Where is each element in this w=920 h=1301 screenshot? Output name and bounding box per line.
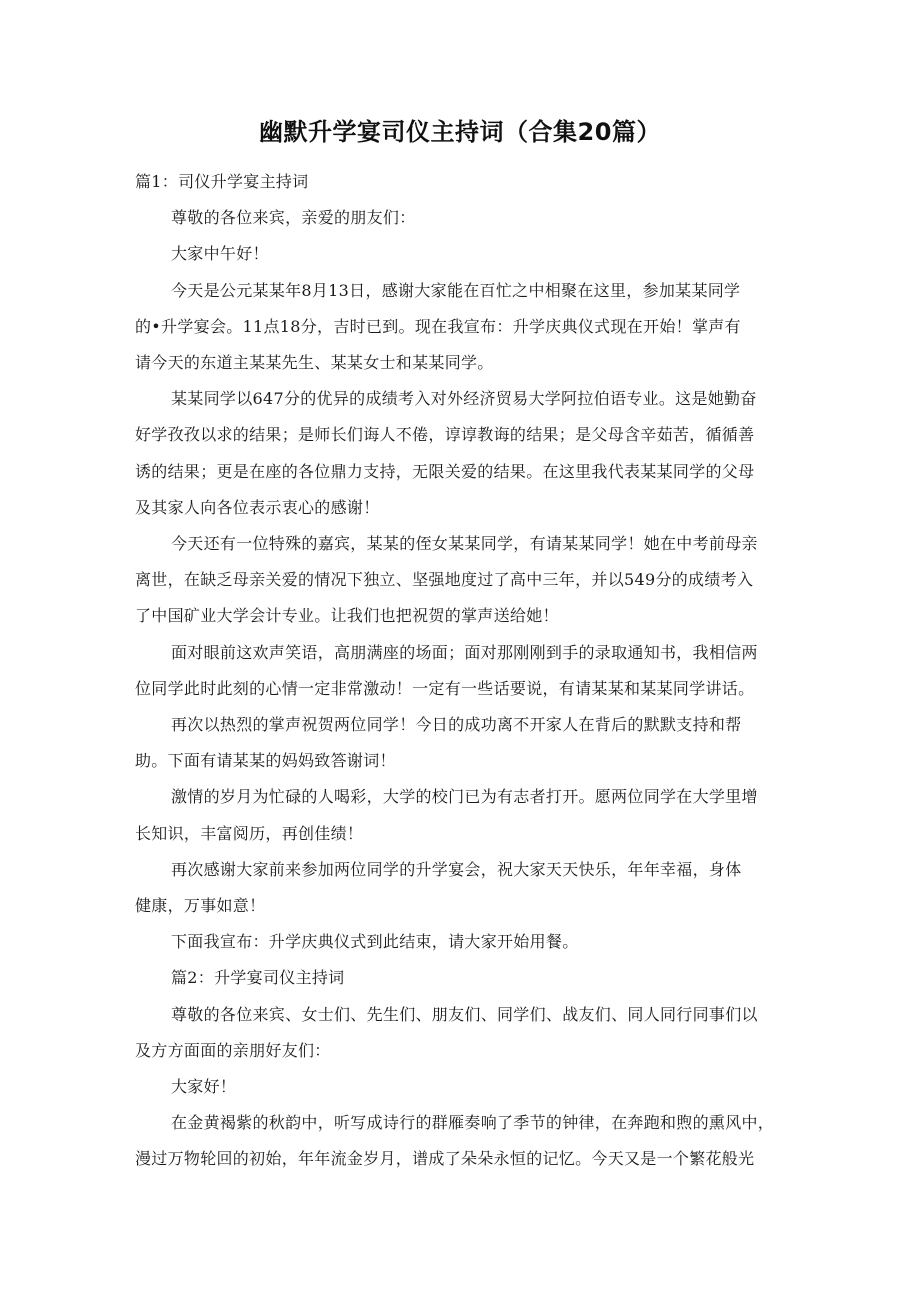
document-body	[135, 164, 795, 1178]
paragraph-line: 激情的岁月为忙碌的人喝彩，大学的校门已为有志者打开。愿两位同学在大学里增	[171, 787, 758, 807]
paragraph-line: 面对眼前这欢声笑语，高朋满座的场面；面对那刚刚到手的录取通知书，我相信两	[171, 642, 758, 662]
paragraph-line: 漫过万物轮回的初始，年年流金岁月，谱成了朵朵永恒的记忆。今天又是一个繁花般光	[135, 1149, 755, 1169]
section-heading-2: 篇2：升学宴司仪主持词	[171, 968, 345, 988]
paragraph-line: 及其家人向各位表示衷心的感谢！	[135, 497, 380, 517]
paragraph-line: 请今天的东道主某某先生、某某女士和某某同学。	[135, 353, 494, 373]
section-heading-1: 篇1：司仪升学宴主持词	[135, 172, 309, 191]
paragraph-line: 的•升学宴会。11点18分，吉时已到。现在我宣布：升学庆典仪式现在开始！掌声有	[135, 316, 741, 336]
paragraph-line: 尊敬的各位来宾，亲爱的朋友们：	[171, 208, 416, 228]
paragraph-line: 再次感谢大家前来参加两位同学的升学宴会，祝大家天天快乐，年年幸福，身体	[171, 859, 742, 879]
paragraph-line: 再次以热烈的掌声祝贺两位同学！今日的成功离不开家人在背后的默默支持和帮	[171, 715, 742, 735]
paragraph-line: 今天是公元某某年8月13日，感谢大家能在百忙之中相聚在这里，参加某某同学	[171, 280, 741, 300]
paragraph-line: 好学孜孜以求的结果；是师长们诲人不倦，谆谆教诲的结果；是父母含辛茹苦，循循善	[135, 425, 755, 445]
paragraph-line: 尊敬的各位来宾、女士们、先生们、朋友们、同学们、战友们、同人同行同事们以	[171, 1004, 758, 1024]
paragraph-line: 健康，万事如意！	[135, 896, 266, 916]
paragraph-line: 离世，在缺乏母亲关爱的情况下独立、坚强地度过了高中三年，并以549分的成绩考入	[135, 570, 754, 590]
paragraph-line: 某某同学以647分的优异的成绩考入对外经济贸易大学阿拉伯语专业。这是她勤奋	[171, 389, 757, 409]
paragraph-line: 诱的结果；更是在座的各位鼎力支持，无限关爱的结果。在这里我代表某某同学的父母	[135, 461, 755, 481]
paragraph-line: 及方方面面的亲朋好友们：	[135, 1040, 331, 1060]
document-title: 幽默升学宴司仪主持词（合集20篇）	[259, 118, 661, 146]
paragraph-line: 了中国矿业大学会计专业。让我们也把祝贺的掌声送给她！	[135, 606, 559, 626]
paragraph-line: 大家好！	[171, 1077, 237, 1097]
paragraph-line: 今天还有一位特殊的嘉宾，某某的侄女某某同学，有请某某同学！她在中考前母亲	[171, 534, 758, 554]
paragraph-line: 助。下面有请某某的妈妈致答谢词！	[135, 751, 396, 771]
paragraph-line: 位同学此时此刻的心情一定非常激动！一定有一些话要说，有请某某和某某同学讲话。	[135, 678, 755, 698]
paragraph-line: 在金黄褐紫的秋韵中，听写成诗行的群雁奏响了季节的钟律，在奔跑和煦的熏风中，	[171, 1113, 775, 1133]
paragraph-line: 下面我宣布：升学庆典仪式到此结束，请大家开始用餐。	[171, 932, 579, 952]
paragraph-line: 大家中午好！	[171, 244, 269, 264]
paragraph-line: 长知识，丰富阅历，再创佳绩！	[135, 823, 364, 843]
